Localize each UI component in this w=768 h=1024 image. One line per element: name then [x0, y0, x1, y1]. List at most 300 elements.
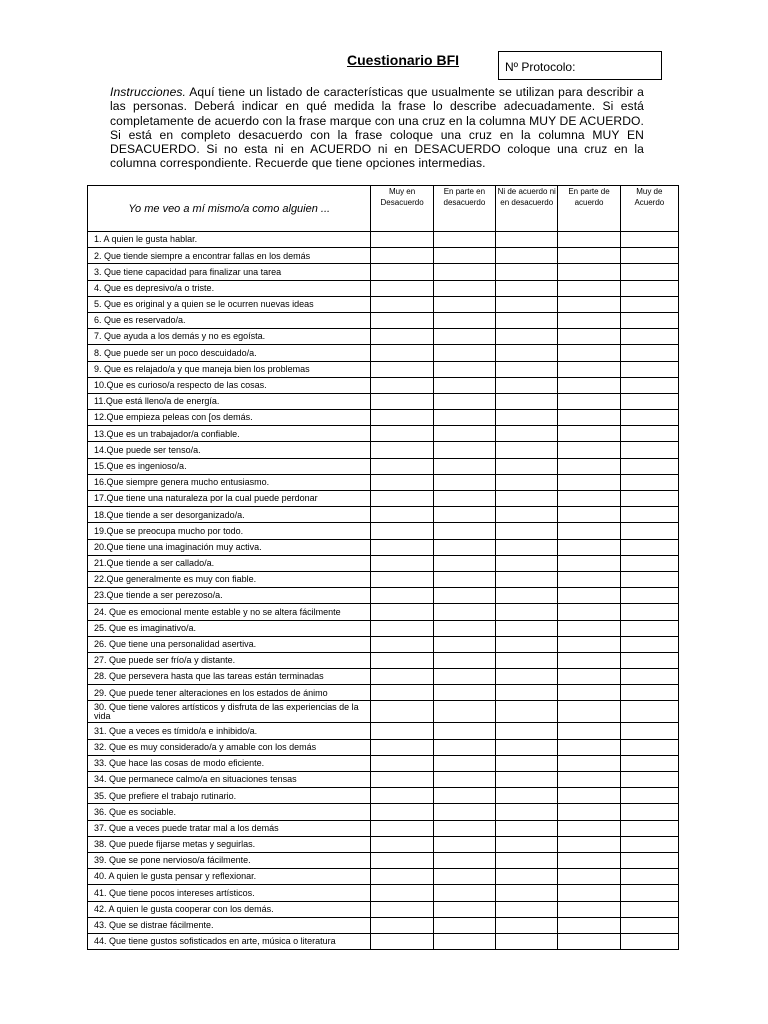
- answer-cell-ni-de-acuerdo-ni-en-desacuerdo[interactable]: [496, 232, 558, 248]
- table-row: [88, 917, 679, 933]
- answer-cell-en-parte-de-acuerdo[interactable]: [558, 393, 620, 409]
- item-text: 30. Que tiene valores artísticos y disfruta de las experiencias de la vida: [88, 701, 371, 723]
- answer-cell-ni-de-acuerdo-ni-en-desacuerdo[interactable]: [496, 264, 558, 280]
- answer-cell-muy-en-desacuerdo[interactable]: [371, 755, 433, 771]
- answer-cell-muy-de-acuerdo[interactable]: [620, 507, 678, 523]
- answer-cell-en-parte-en-desacuerdo[interactable]: [433, 669, 495, 685]
- answer-cell-en-parte-en-desacuerdo[interactable]: [433, 312, 495, 328]
- item-text: 14.Que puede ser tenso/a.: [88, 442, 371, 458]
- table-row: [88, 620, 679, 636]
- item-text: 18.Que tiende a ser desorganizado/a.: [88, 507, 371, 523]
- answer-cell-muy-de-acuerdo[interactable]: [620, 329, 678, 345]
- answer-cell-muy-de-acuerdo[interactable]: [620, 393, 678, 409]
- answer-cell-ni-de-acuerdo-ni-en-desacuerdo[interactable]: [496, 723, 558, 739]
- answer-cell-en-parte-de-acuerdo[interactable]: [558, 820, 620, 836]
- answer-cell-ni-de-acuerdo-ni-en-desacuerdo[interactable]: [496, 836, 558, 852]
- answer-cell-en-parte-de-acuerdo[interactable]: [558, 312, 620, 328]
- table-row: [88, 852, 679, 868]
- answer-cell-en-parte-en-desacuerdo[interactable]: [433, 885, 495, 901]
- answer-cell-muy-de-acuerdo[interactable]: [620, 804, 678, 820]
- table-row: [88, 788, 679, 804]
- item-text: 32. Que es muy considerado/a y amable con los demás: [88, 739, 371, 755]
- answer-cell-ni-de-acuerdo-ni-en-desacuerdo[interactable]: [496, 917, 558, 933]
- answer-cell-muy-en-desacuerdo[interactable]: [371, 361, 433, 377]
- answer-cell-ni-de-acuerdo-ni-en-desacuerdo[interactable]: [496, 410, 558, 426]
- answer-cell-ni-de-acuerdo-ni-en-desacuerdo[interactable]: [496, 539, 558, 555]
- answer-cell-en-parte-de-acuerdo[interactable]: [558, 491, 620, 507]
- answer-cell-muy-de-acuerdo[interactable]: [620, 523, 678, 539]
- bfi-questionnaire-table: [87, 185, 679, 950]
- answer-cell-ni-de-acuerdo-ni-en-desacuerdo[interactable]: [496, 652, 558, 668]
- answer-cell-muy-en-desacuerdo[interactable]: [371, 523, 433, 539]
- answer-cell-muy-en-desacuerdo[interactable]: [371, 869, 433, 885]
- answer-cell-muy-de-acuerdo[interactable]: [620, 885, 678, 901]
- answer-cell-en-parte-en-desacuerdo[interactable]: [433, 836, 495, 852]
- answer-cell-muy-en-desacuerdo[interactable]: [371, 901, 433, 917]
- answer-cell-en-parte-de-acuerdo[interactable]: [558, 410, 620, 426]
- answer-cell-en-parte-de-acuerdo[interactable]: [558, 701, 620, 723]
- answer-cell-en-parte-en-desacuerdo[interactable]: [433, 296, 495, 312]
- table-row: [88, 604, 679, 620]
- answer-cell-en-parte-de-acuerdo[interactable]: [558, 772, 620, 788]
- item-text: 26. Que tiene una personalidad asertiva.: [88, 636, 371, 652]
- item-text: 39. Que se pone nervioso/a fácilmente.: [88, 852, 371, 868]
- answer-cell-muy-de-acuerdo[interactable]: [620, 820, 678, 836]
- answer-cell-muy-en-desacuerdo[interactable]: [371, 804, 433, 820]
- answer-cell-muy-en-desacuerdo[interactable]: [371, 410, 433, 426]
- answer-cell-muy-en-desacuerdo[interactable]: [371, 426, 433, 442]
- answer-cell-ni-de-acuerdo-ni-en-desacuerdo[interactable]: [496, 588, 558, 604]
- table-row: [88, 264, 679, 280]
- answer-cell-muy-en-desacuerdo[interactable]: [371, 820, 433, 836]
- answer-cell-muy-en-desacuerdo[interactable]: [371, 571, 433, 587]
- answer-cell-muy-de-acuerdo[interactable]: [620, 539, 678, 555]
- answer-cell-ni-de-acuerdo-ni-en-desacuerdo[interactable]: [496, 869, 558, 885]
- answer-cell-muy-de-acuerdo[interactable]: [620, 442, 678, 458]
- answer-cell-muy-de-acuerdo[interactable]: [620, 836, 678, 852]
- answer-cell-muy-en-desacuerdo[interactable]: [371, 264, 433, 280]
- table-row: [88, 539, 679, 555]
- answer-cell-en-parte-en-desacuerdo[interactable]: [433, 820, 495, 836]
- answer-cell-muy-en-desacuerdo[interactable]: [371, 248, 433, 264]
- item-text: 13.Que es un trabajador/a confiable.: [88, 426, 371, 442]
- table-row: [88, 636, 679, 652]
- answer-cell-muy-en-desacuerdo[interactable]: [371, 669, 433, 685]
- answer-cell-muy-en-desacuerdo[interactable]: [371, 555, 433, 571]
- answer-cell-en-parte-en-desacuerdo[interactable]: [433, 804, 495, 820]
- table-row: [88, 491, 679, 507]
- item-text: 2. Que tiende siempre a encontrar fallas en los demás: [88, 248, 371, 264]
- answer-cell-en-parte-en-desacuerdo[interactable]: [433, 361, 495, 377]
- answer-cell-en-parte-de-acuerdo[interactable]: [558, 248, 620, 264]
- answer-cell-en-parte-de-acuerdo[interactable]: [558, 739, 620, 755]
- table-row: [88, 933, 679, 949]
- answer-cell-muy-de-acuerdo[interactable]: [620, 426, 678, 442]
- answer-cell-en-parte-en-desacuerdo[interactable]: [433, 636, 495, 652]
- answer-cell-en-parte-en-desacuerdo[interactable]: [433, 377, 495, 393]
- table-row: [88, 523, 679, 539]
- answer-cell-muy-en-desacuerdo[interactable]: [371, 604, 433, 620]
- answer-cell-en-parte-de-acuerdo[interactable]: [558, 685, 620, 701]
- answer-cell-en-parte-de-acuerdo[interactable]: [558, 571, 620, 587]
- item-text: 37. Que a veces puede tratar mal a los demás: [88, 820, 371, 836]
- table-row: [88, 312, 679, 328]
- answer-cell-muy-de-acuerdo[interactable]: [620, 410, 678, 426]
- answer-cell-muy-en-desacuerdo[interactable]: [371, 491, 433, 507]
- table-row: [88, 426, 679, 442]
- answer-cell-muy-en-desacuerdo[interactable]: [371, 933, 433, 949]
- answer-cell-muy-de-acuerdo[interactable]: [620, 933, 678, 949]
- answer-cell-ni-de-acuerdo-ni-en-desacuerdo[interactable]: [496, 620, 558, 636]
- answer-cell-en-parte-de-acuerdo[interactable]: [558, 620, 620, 636]
- answer-cell-ni-de-acuerdo-ni-en-desacuerdo[interactable]: [496, 933, 558, 949]
- answer-cell-en-parte-de-acuerdo[interactable]: [558, 539, 620, 555]
- answer-cell-en-parte-de-acuerdo[interactable]: [558, 869, 620, 885]
- answer-cell-ni-de-acuerdo-ni-en-desacuerdo[interactable]: [496, 345, 558, 361]
- answer-cell-muy-de-acuerdo[interactable]: [620, 232, 678, 248]
- answer-cell-en-parte-de-acuerdo[interactable]: [558, 361, 620, 377]
- item-text: 27. Que puede ser frío/a y distante.: [88, 652, 371, 668]
- answer-cell-muy-de-acuerdo[interactable]: [620, 636, 678, 652]
- answer-cell-muy-en-desacuerdo[interactable]: [371, 917, 433, 933]
- answer-cell-muy-en-desacuerdo[interactable]: [371, 772, 433, 788]
- answer-cell-ni-de-acuerdo-ni-en-desacuerdo[interactable]: [496, 571, 558, 587]
- instructions-paragraph: [110, 85, 644, 171]
- answer-cell-muy-en-desacuerdo[interactable]: [371, 458, 433, 474]
- item-text: 34. Que permanece calmo/a en situaciones tensas: [88, 772, 371, 788]
- answer-cell-muy-en-desacuerdo[interactable]: [371, 885, 433, 901]
- answer-cell-en-parte-en-desacuerdo[interactable]: [433, 933, 495, 949]
- answer-cell-en-parte-de-acuerdo[interactable]: [558, 588, 620, 604]
- answer-cell-en-parte-de-acuerdo[interactable]: [558, 901, 620, 917]
- answer-cell-en-parte-en-desacuerdo[interactable]: [433, 264, 495, 280]
- answer-cell-ni-de-acuerdo-ni-en-desacuerdo[interactable]: [496, 248, 558, 264]
- answer-cell-ni-de-acuerdo-ni-en-desacuerdo[interactable]: [496, 669, 558, 685]
- item-text: 31. Que a veces es tímido/a e inhibido/a.: [88, 723, 371, 739]
- answer-cell-muy-en-desacuerdo[interactable]: [371, 507, 433, 523]
- answer-cell-ni-de-acuerdo-ni-en-desacuerdo[interactable]: [496, 329, 558, 345]
- table-row: [88, 280, 679, 296]
- answer-cell-en-parte-en-desacuerdo[interactable]: [433, 755, 495, 771]
- answer-cell-ni-de-acuerdo-ni-en-desacuerdo[interactable]: [496, 636, 558, 652]
- answer-cell-muy-de-acuerdo[interactable]: [620, 604, 678, 620]
- table-row: [88, 669, 679, 685]
- answer-cell-en-parte-en-desacuerdo[interactable]: [433, 523, 495, 539]
- answer-cell-en-parte-de-acuerdo[interactable]: [558, 442, 620, 458]
- answer-cell-en-parte-de-acuerdo[interactable]: [558, 804, 620, 820]
- page-title: Cuestionario BFI: [347, 52, 460, 68]
- answer-cell-ni-de-acuerdo-ni-en-desacuerdo[interactable]: [496, 474, 558, 490]
- answer-cell-muy-de-acuerdo[interactable]: [620, 555, 678, 571]
- answer-cell-en-parte-en-desacuerdo[interactable]: [433, 426, 495, 442]
- answer-cell-en-parte-en-desacuerdo[interactable]: [433, 555, 495, 571]
- answer-cell-muy-de-acuerdo[interactable]: [620, 296, 678, 312]
- answer-cell-ni-de-acuerdo-ni-en-desacuerdo[interactable]: [496, 901, 558, 917]
- table-row: [88, 901, 679, 917]
- answer-cell-en-parte-en-desacuerdo[interactable]: [433, 345, 495, 361]
- answer-cell-muy-de-acuerdo[interactable]: [620, 571, 678, 587]
- answer-cell-en-parte-en-desacuerdo[interactable]: [433, 539, 495, 555]
- answer-cell-muy-en-desacuerdo[interactable]: [371, 723, 433, 739]
- answer-cell-en-parte-en-desacuerdo[interactable]: [433, 507, 495, 523]
- table-row: [88, 507, 679, 523]
- answer-cell-en-parte-de-acuerdo[interactable]: [558, 523, 620, 539]
- answer-cell-muy-de-acuerdo[interactable]: [620, 701, 678, 723]
- answer-cell-muy-de-acuerdo[interactable]: [620, 869, 678, 885]
- answer-cell-muy-en-desacuerdo[interactable]: [371, 474, 433, 490]
- answer-cell-muy-de-acuerdo[interactable]: [620, 361, 678, 377]
- protocol-label: Nº Protocolo:: [505, 60, 576, 74]
- answer-cell-en-parte-de-acuerdo[interactable]: [558, 885, 620, 901]
- answer-cell-muy-de-acuerdo[interactable]: [620, 755, 678, 771]
- answer-cell-muy-de-acuerdo[interactable]: [620, 917, 678, 933]
- item-text: 21.Que tiende a ser callado/a.: [88, 555, 371, 571]
- table-row: [88, 701, 679, 723]
- answer-cell-muy-en-desacuerdo[interactable]: [371, 739, 433, 755]
- table-row: [88, 804, 679, 820]
- item-text: 8. Que puede ser un poco descuidado/a.: [88, 345, 371, 361]
- item-text: 9. Que es relajado/a y que maneja bien los problemas: [88, 361, 371, 377]
- item-text: 12.Que empieza peleas con [os demás.: [88, 410, 371, 426]
- answer-cell-en-parte-de-acuerdo[interactable]: [558, 669, 620, 685]
- answer-cell-en-parte-en-desacuerdo[interactable]: [433, 620, 495, 636]
- answer-cell-ni-de-acuerdo-ni-en-desacuerdo[interactable]: [496, 377, 558, 393]
- answer-cell-en-parte-en-desacuerdo[interactable]: [433, 410, 495, 426]
- answer-cell-ni-de-acuerdo-ni-en-desacuerdo[interactable]: [496, 393, 558, 409]
- answer-cell-ni-de-acuerdo-ni-en-desacuerdo[interactable]: [496, 852, 558, 868]
- item-text: 43. Que se distrae fácilmente.: [88, 917, 371, 933]
- answer-cell-en-parte-en-desacuerdo[interactable]: [433, 280, 495, 296]
- answer-cell-muy-en-desacuerdo[interactable]: [371, 377, 433, 393]
- answer-cell-muy-de-acuerdo[interactable]: [620, 723, 678, 739]
- answer-cell-en-parte-de-acuerdo[interactable]: [558, 755, 620, 771]
- answer-cell-en-parte-en-desacuerdo[interactable]: [433, 901, 495, 917]
- answer-cell-muy-en-desacuerdo[interactable]: [371, 636, 433, 652]
- item-text: 35. Que prefiere el trabajo rutinario.: [88, 788, 371, 804]
- answer-cell-ni-de-acuerdo-ni-en-desacuerdo[interactable]: [496, 820, 558, 836]
- answer-cell-muy-de-acuerdo[interactable]: [620, 901, 678, 917]
- answer-cell-en-parte-de-acuerdo[interactable]: [558, 652, 620, 668]
- table-row: [88, 685, 679, 701]
- answer-cell-en-parte-de-acuerdo[interactable]: [558, 917, 620, 933]
- item-text: 23.Que tiende a ser perezoso/a.: [88, 588, 371, 604]
- answer-cell-en-parte-en-desacuerdo[interactable]: [433, 393, 495, 409]
- answer-cell-en-parte-de-acuerdo[interactable]: [558, 933, 620, 949]
- instructions-text: Aquí tiene un listado de características que usualmente se utilizan para describir a las personas. Deberá indicar en qué medida la frase lo describe adecuadamente. Si está completamente de acuerdo con la frase marque con una cruz en la columna MUY DE ACUERDO. Si está en completo desacuerdo con la frase coloque una cruz en la columna MUY EN DESACUERDO. Si no esta ni en ACUERDO ni en DESACUERDO coloque una cruz en la columna correspondiente. Recuerde que tiene opciones intermedias.: [110, 85, 644, 171]
- table-row: [88, 885, 679, 901]
- answer-cell-muy-de-acuerdo[interactable]: [620, 458, 678, 474]
- answer-cell-en-parte-en-desacuerdo[interactable]: [433, 458, 495, 474]
- answer-cell-en-parte-en-desacuerdo[interactable]: [433, 474, 495, 490]
- item-text: 3. Que tiene capacidad para finalizar una tarea: [88, 264, 371, 280]
- answer-cell-en-parte-de-acuerdo[interactable]: [558, 426, 620, 442]
- item-text: 41. Que tiene pocos intereses artísticos.: [88, 885, 371, 901]
- item-column-header: Yo me veo a mí mismo/a como alguien ...: [88, 186, 371, 232]
- answer-cell-en-parte-de-acuerdo[interactable]: [558, 458, 620, 474]
- answer-cell-ni-de-acuerdo-ni-en-desacuerdo[interactable]: [496, 685, 558, 701]
- answer-cell-ni-de-acuerdo-ni-en-desacuerdo[interactable]: [496, 788, 558, 804]
- answer-cell-en-parte-en-desacuerdo[interactable]: [433, 491, 495, 507]
- item-text: 42. A quien le gusta cooperar con los demás.: [88, 901, 371, 917]
- answer-cell-en-parte-en-desacuerdo[interactable]: [433, 571, 495, 587]
- table-row: [88, 652, 679, 668]
- answer-cell-en-parte-en-desacuerdo[interactable]: [433, 588, 495, 604]
- answer-cell-muy-en-desacuerdo[interactable]: [371, 393, 433, 409]
- answer-cell-muy-en-desacuerdo[interactable]: [371, 280, 433, 296]
- option-header-muy-de-acuerdo: Muy de Acuerdo: [620, 186, 678, 232]
- item-text: 16.Que siempre genera mucho entusiasmo.: [88, 474, 371, 490]
- answer-cell-muy-en-desacuerdo[interactable]: [371, 701, 433, 723]
- answer-cell-en-parte-en-desacuerdo[interactable]: [433, 604, 495, 620]
- answer-cell-ni-de-acuerdo-ni-en-desacuerdo[interactable]: [496, 523, 558, 539]
- answer-cell-muy-en-desacuerdo[interactable]: [371, 345, 433, 361]
- table-row: [88, 739, 679, 755]
- answer-cell-ni-de-acuerdo-ni-en-desacuerdo[interactable]: [496, 312, 558, 328]
- protocol-number-field[interactable]: [498, 51, 662, 80]
- table-row: [88, 571, 679, 587]
- answer-cell-muy-de-acuerdo[interactable]: [620, 491, 678, 507]
- answer-cell-muy-en-desacuerdo[interactable]: [371, 852, 433, 868]
- answer-cell-ni-de-acuerdo-ni-en-desacuerdo[interactable]: [496, 804, 558, 820]
- answer-cell-en-parte-de-acuerdo[interactable]: [558, 280, 620, 296]
- answer-cell-ni-de-acuerdo-ni-en-desacuerdo[interactable]: [496, 491, 558, 507]
- answer-cell-en-parte-en-desacuerdo[interactable]: [433, 917, 495, 933]
- answer-cell-en-parte-en-desacuerdo[interactable]: [433, 442, 495, 458]
- answer-cell-ni-de-acuerdo-ni-en-desacuerdo[interactable]: [496, 555, 558, 571]
- answer-cell-muy-en-desacuerdo[interactable]: [371, 652, 433, 668]
- answer-cell-muy-de-acuerdo[interactable]: [620, 248, 678, 264]
- answer-cell-muy-en-desacuerdo[interactable]: [371, 620, 433, 636]
- table-row: [88, 588, 679, 604]
- answer-cell-muy-de-acuerdo[interactable]: [620, 685, 678, 701]
- table-row: [88, 458, 679, 474]
- answer-cell-ni-de-acuerdo-ni-en-desacuerdo[interactable]: [496, 458, 558, 474]
- answer-cell-en-parte-de-acuerdo[interactable]: [558, 604, 620, 620]
- answer-cell-muy-en-desacuerdo[interactable]: [371, 788, 433, 804]
- answer-cell-ni-de-acuerdo-ni-en-desacuerdo[interactable]: [496, 739, 558, 755]
- answer-cell-en-parte-de-acuerdo[interactable]: [558, 636, 620, 652]
- answer-cell-muy-de-acuerdo[interactable]: [620, 852, 678, 868]
- answer-cell-en-parte-en-desacuerdo[interactable]: [433, 232, 495, 248]
- answer-cell-muy-en-desacuerdo[interactable]: [371, 329, 433, 345]
- answer-cell-en-parte-de-acuerdo[interactable]: [558, 232, 620, 248]
- answer-cell-en-parte-en-desacuerdo[interactable]: [433, 869, 495, 885]
- answer-cell-muy-de-acuerdo[interactable]: [620, 474, 678, 490]
- answer-cell-en-parte-de-acuerdo[interactable]: [558, 329, 620, 345]
- table-row: [88, 442, 679, 458]
- answer-cell-en-parte-en-desacuerdo[interactable]: [433, 329, 495, 345]
- table-row: [88, 474, 679, 490]
- table-body: [88, 232, 679, 950]
- answer-cell-muy-de-acuerdo[interactable]: [620, 739, 678, 755]
- answer-cell-muy-de-acuerdo[interactable]: [620, 588, 678, 604]
- answer-cell-en-parte-en-desacuerdo[interactable]: [433, 739, 495, 755]
- answer-cell-muy-de-acuerdo[interactable]: [620, 652, 678, 668]
- answer-cell-en-parte-de-acuerdo[interactable]: [558, 377, 620, 393]
- answer-cell-muy-de-acuerdo[interactable]: [620, 312, 678, 328]
- answer-cell-en-parte-de-acuerdo[interactable]: [558, 723, 620, 739]
- answer-cell-muy-en-desacuerdo[interactable]: [371, 312, 433, 328]
- table-row: [88, 232, 679, 248]
- answer-cell-ni-de-acuerdo-ni-en-desacuerdo[interactable]: [496, 280, 558, 296]
- table-row: [88, 361, 679, 377]
- answer-cell-en-parte-de-acuerdo[interactable]: [558, 555, 620, 571]
- table-row: [88, 248, 679, 264]
- item-text: 36. Que es sociable.: [88, 804, 371, 820]
- table-row: [88, 296, 679, 312]
- answer-cell-muy-de-acuerdo[interactable]: [620, 669, 678, 685]
- table-header-row: [88, 186, 679, 232]
- answer-cell-muy-de-acuerdo[interactable]: [620, 264, 678, 280]
- item-text: 22.Que generalmente es muy con fiable.: [88, 571, 371, 587]
- answer-cell-en-parte-de-acuerdo[interactable]: [558, 264, 620, 280]
- answer-cell-muy-de-acuerdo[interactable]: [620, 377, 678, 393]
- item-text: 33. Que hace las cosas de modo eficiente.: [88, 755, 371, 771]
- answer-cell-muy-en-desacuerdo[interactable]: [371, 232, 433, 248]
- item-text: 38. Que puede fijarse metas y seguirlas.: [88, 836, 371, 852]
- answer-cell-ni-de-acuerdo-ni-en-desacuerdo[interactable]: [496, 442, 558, 458]
- answer-cell-ni-de-acuerdo-ni-en-desacuerdo[interactable]: [496, 772, 558, 788]
- answer-cell-ni-de-acuerdo-ni-en-desacuerdo[interactable]: [496, 507, 558, 523]
- answer-cell-en-parte-en-desacuerdo[interactable]: [433, 723, 495, 739]
- answer-cell-en-parte-de-acuerdo[interactable]: [558, 296, 620, 312]
- table-row: [88, 820, 679, 836]
- answer-cell-en-parte-de-acuerdo[interactable]: [558, 345, 620, 361]
- table-row: [88, 755, 679, 771]
- answer-cell-ni-de-acuerdo-ni-en-desacuerdo[interactable]: [496, 755, 558, 771]
- answer-cell-ni-de-acuerdo-ni-en-desacuerdo[interactable]: [496, 296, 558, 312]
- answer-cell-ni-de-acuerdo-ni-en-desacuerdo[interactable]: [496, 885, 558, 901]
- answer-cell-en-parte-de-acuerdo[interactable]: [558, 852, 620, 868]
- answer-cell-en-parte-en-desacuerdo[interactable]: [433, 248, 495, 264]
- answer-cell-en-parte-en-desacuerdo[interactable]: [433, 685, 495, 701]
- answer-cell-ni-de-acuerdo-ni-en-desacuerdo[interactable]: [496, 701, 558, 723]
- answer-cell-muy-de-acuerdo[interactable]: [620, 772, 678, 788]
- answer-cell-en-parte-en-desacuerdo[interactable]: [433, 788, 495, 804]
- item-text: 11.Que está lleno/a de energía.: [88, 393, 371, 409]
- answer-cell-muy-en-desacuerdo[interactable]: [371, 588, 433, 604]
- answer-cell-en-parte-de-acuerdo[interactable]: [558, 788, 620, 804]
- answer-cell-muy-en-desacuerdo[interactable]: [371, 685, 433, 701]
- answer-cell-muy-en-desacuerdo[interactable]: [371, 296, 433, 312]
- item-text: 10.Que es curioso/a respecto de las cosas.: [88, 377, 371, 393]
- answer-cell-en-parte-de-acuerdo[interactable]: [558, 507, 620, 523]
- answer-cell-en-parte-de-acuerdo[interactable]: [558, 474, 620, 490]
- answer-cell-en-parte-en-desacuerdo[interactable]: [433, 772, 495, 788]
- table-row: [88, 723, 679, 739]
- answer-cell-muy-en-desacuerdo[interactable]: [371, 539, 433, 555]
- answer-cell-en-parte-en-desacuerdo[interactable]: [433, 652, 495, 668]
- answer-cell-ni-de-acuerdo-ni-en-desacuerdo[interactable]: [496, 604, 558, 620]
- answer-cell-muy-de-acuerdo[interactable]: [620, 620, 678, 636]
- table-row: [88, 345, 679, 361]
- answer-cell-muy-en-desacuerdo[interactable]: [371, 442, 433, 458]
- table-row: [88, 869, 679, 885]
- answer-cell-en-parte-en-desacuerdo[interactable]: [433, 852, 495, 868]
- answer-cell-muy-de-acuerdo[interactable]: [620, 788, 678, 804]
- answer-cell-en-parte-en-desacuerdo[interactable]: [433, 701, 495, 723]
- answer-cell-ni-de-acuerdo-ni-en-desacuerdo[interactable]: [496, 361, 558, 377]
- answer-cell-muy-de-acuerdo[interactable]: [620, 345, 678, 361]
- answer-cell-muy-de-acuerdo[interactable]: [620, 280, 678, 296]
- answer-cell-muy-en-desacuerdo[interactable]: [371, 836, 433, 852]
- item-text: 24. Que es emocional mente estable y no se altera fácilmente: [88, 604, 371, 620]
- answer-cell-ni-de-acuerdo-ni-en-desacuerdo[interactable]: [496, 426, 558, 442]
- answer-cell-en-parte-de-acuerdo[interactable]: [558, 836, 620, 852]
- item-text: 7. Que ayuda a los demás y no es egoísta.: [88, 329, 371, 345]
- option-header-en-parte-de-acuerdo: En parte de acuerdo: [558, 186, 620, 232]
- table-row: [88, 410, 679, 426]
